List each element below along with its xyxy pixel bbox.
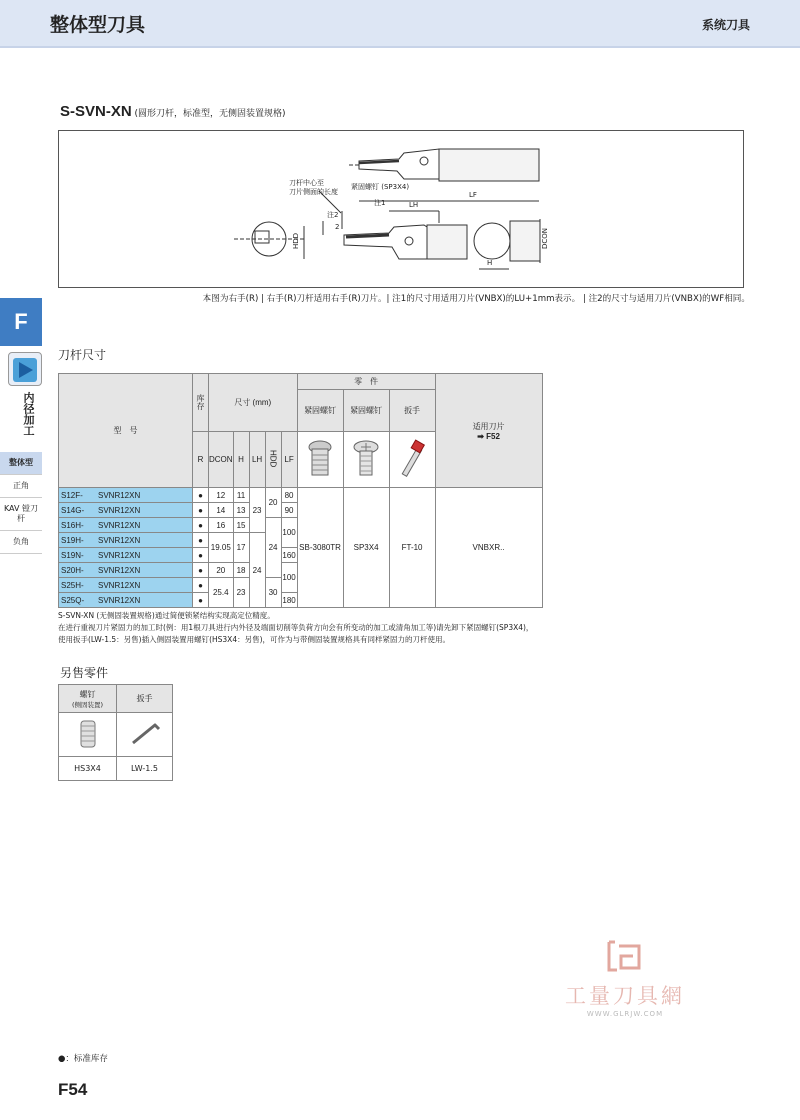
sidebar-item-kav[interactable]: KAV 镗刀杆 — [0, 498, 42, 531]
th-insert-ref[interactable]: ➡ F52 — [477, 431, 500, 441]
product-desc: (圆形刀杆，标准型，无侧固装置规格) — [131, 109, 286, 119]
h-cell: 23 — [233, 578, 249, 608]
figure-note: 本图为右手(R) | 右手(R)刀杆适用右手(R)刀片。| 注1的尺寸用适用刀片(VNBX)的LU+1mm表示。 | 注2的尺寸与适用刀片(VNBX)的WF相同。 — [202, 294, 750, 304]
label-dcon: DCON — [541, 227, 549, 249]
model-prefix: S19N- — [61, 550, 84, 560]
sidebar-item-negative[interactable]: 负角 — [0, 531, 42, 554]
dcon-cell: 12 — [209, 488, 234, 503]
note-line: 使用扳手(LW-1.5：另售)插入侧固装置用螺钉(HS3X4：另售)，可作为与带侧固装置规格具有同样紧固力的刀杆使用。 — [58, 635, 451, 644]
screw-a-cell: SB-3080TR — [297, 488, 343, 608]
model-code: SVNR12XN — [98, 505, 141, 515]
th-acc-screw-label: 螺钉 — [79, 689, 96, 699]
model-prefix: S16H- — [61, 520, 84, 530]
table-row[interactable] — [59, 563, 193, 578]
label-lh: LH — [409, 201, 419, 209]
hdd-cell: 20 — [265, 488, 281, 518]
th-acc-wrench: 扳手 — [117, 685, 173, 713]
lh-cell: 24 — [249, 533, 265, 608]
hdd-cell: 24 — [265, 518, 281, 578]
th-col-dcon: DCON — [209, 432, 234, 488]
accessory-title: 另售零件 — [60, 666, 109, 680]
model-prefix: S12F- — [61, 490, 83, 500]
stock-cell: ● — [193, 548, 209, 563]
sidebar-category: 内径加工 — [22, 392, 35, 436]
h-cell: 18 — [233, 563, 249, 578]
stock-legend: ●：标准库存 — [58, 1054, 108, 1064]
h-cell: 11 — [233, 488, 249, 503]
screw-b-cell: SP3X4 — [343, 488, 389, 608]
wrench-cell: FT-10 — [389, 488, 435, 608]
lf-cell: 100 — [281, 518, 297, 548]
table-row[interactable] — [59, 533, 193, 548]
stock-cell: ● — [193, 563, 209, 578]
insert-cell: VNBXR.. — [435, 488, 542, 608]
holder-dimension-table — [58, 373, 543, 608]
acc-screw-image — [59, 713, 117, 757]
h-cell: 15 — [233, 518, 249, 533]
sidebar-item-positive[interactable]: 正角 — [0, 475, 42, 498]
model-code: SVNR12XN — [98, 565, 141, 575]
label-note1: 注1 — [374, 199, 386, 207]
stock-cell: ● — [193, 503, 209, 518]
th-stock — [193, 374, 209, 432]
th-screw1: 紧固螺钉 — [297, 390, 343, 432]
sidebar-item-solid[interactable]: 整体型 — [0, 452, 42, 475]
acc-wrench-image — [117, 713, 173, 757]
watermark-text: 工量刀具網 — [565, 984, 685, 1008]
th-screw2: 紧固螺钉 — [343, 390, 389, 432]
note-line: S-SVN-XN (无侧固装置规格)通过简便锁紧结构实现高定位精度。 — [58, 611, 275, 620]
th-col-lh: LH — [249, 432, 265, 488]
table-notes — [58, 610, 533, 646]
section-label: 系统刀具 — [701, 18, 750, 32]
stock-cell: ● — [193, 593, 209, 608]
lf-cell: 180 — [281, 593, 297, 608]
boring-icon — [8, 352, 42, 386]
tool-drawing — [58, 130, 744, 288]
model-code: SVNR12XN — [98, 520, 141, 530]
lf-cell: 90 — [281, 503, 297, 518]
product-code: S-SVN-XN — [60, 103, 132, 120]
page-number: F54 — [58, 1080, 88, 1099]
th-insert — [435, 374, 542, 488]
th-col-hdd-label: HDD — [268, 449, 278, 468]
model-prefix: S19H- — [61, 535, 84, 545]
th-insert-label: 适用刀片 — [472, 421, 505, 431]
watermark — [560, 940, 690, 1018]
label-lf: LF — [469, 191, 477, 199]
acc-screw-code: HS3X4 — [59, 757, 117, 781]
wrench-icon — [397, 439, 427, 479]
stock-cell: ● — [193, 488, 209, 503]
label-two: 2 — [335, 223, 340, 231]
h-cell: 13 — [233, 503, 249, 518]
dcon-cell: 16 — [209, 518, 234, 533]
dcon-cell: 14 — [209, 503, 234, 518]
model-code: SVNR12XN — [98, 580, 141, 590]
dcon-cell: 25.4 — [209, 578, 234, 608]
screw2-image — [343, 432, 389, 488]
insert-ref-link[interactable]: F52 — [486, 431, 500, 441]
h-cell: 17 — [233, 533, 249, 563]
stock-cell: ● — [193, 578, 209, 593]
th-wrench: 扳手 — [389, 390, 435, 432]
lh-cell: 23 — [249, 488, 265, 533]
product-heading — [60, 103, 286, 120]
th-col-h: H — [233, 432, 249, 488]
watermark-logo-icon — [605, 940, 645, 972]
th-col-hdd — [265, 432, 281, 488]
accessory-table — [58, 684, 173, 781]
model-prefix: S14G- — [61, 505, 85, 515]
model-code: SVNR12XN — [98, 595, 141, 605]
th-dims: 尺寸 (mm) — [209, 374, 298, 432]
tool-drawing-svg — [59, 131, 745, 289]
dcon-cell: 19.05 — [209, 533, 234, 563]
model-code: SVNR12XN — [98, 490, 141, 500]
sidebar-menu — [0, 452, 42, 554]
label-screw: 紧固螺钉 (SP3X4) — [351, 183, 410, 191]
model-prefix: S25Q- — [61, 595, 85, 605]
lf-cell: 160 — [281, 548, 297, 563]
model-prefix: S25H- — [61, 580, 84, 590]
screw-icon — [351, 439, 381, 479]
model-code: SVNR12XN — [98, 550, 141, 560]
table-row[interactable] — [59, 593, 193, 608]
screw1-image — [297, 432, 343, 488]
page-header — [0, 0, 800, 48]
hex-key-icon — [125, 717, 165, 751]
label-center-to-side: 刀杆中心至 — [289, 179, 324, 187]
th-col-lf: LF — [281, 432, 297, 488]
table-row[interactable] — [59, 548, 193, 563]
dcon-cell: 20 — [209, 563, 234, 578]
table-row[interactable] — [59, 488, 193, 503]
table-section-title: 刀杆尺寸 — [58, 348, 107, 362]
table-row[interactable] — [59, 578, 193, 593]
set-screw-icon — [73, 717, 103, 751]
model-code: SVNR12XN — [98, 535, 141, 545]
screw-icon — [305, 439, 335, 479]
acc-wrench-code: LW-1.5 — [117, 757, 173, 781]
th-acc-screw-sub: (侧固装置) — [71, 700, 104, 709]
model-prefix: S20H- — [61, 565, 84, 575]
note-line: 在进行重视刀片紧固力的加工时(例：用1根刀具进行内外径及端面切削等负荷方向会有所变动的加工或清角加工等)请先卸下紧固螺钉(SP3X4)， — [58, 623, 534, 632]
th-col-r: R — [193, 432, 209, 488]
wrench-image — [389, 432, 435, 488]
label-center-to-side-2: 刀片侧面的长度 — [289, 188, 338, 196]
th-acc-screw — [59, 685, 117, 713]
table-row[interactable] — [59, 503, 193, 518]
hdd-cell: 30 — [265, 578, 281, 608]
table-row[interactable] — [59, 518, 193, 533]
page-title: 整体型刀具 — [50, 14, 146, 36]
label-h: H — [487, 259, 493, 267]
th-model: 型 号 — [59, 374, 193, 488]
sidebar-tab-f[interactable]: F — [0, 298, 42, 346]
watermark-url: WWW.GLRJW.COM — [586, 1010, 664, 1018]
label-hdd: HDD — [292, 232, 300, 249]
label-note2: 注2 — [327, 211, 339, 219]
th-stock-label: 库存 — [196, 393, 205, 410]
stock-cell: ● — [193, 518, 209, 533]
stock-cell: ● — [193, 533, 209, 548]
th-parts: 零 件 — [297, 374, 435, 390]
lf-cell: 100 — [281, 563, 297, 593]
lf-cell: 80 — [281, 488, 297, 503]
